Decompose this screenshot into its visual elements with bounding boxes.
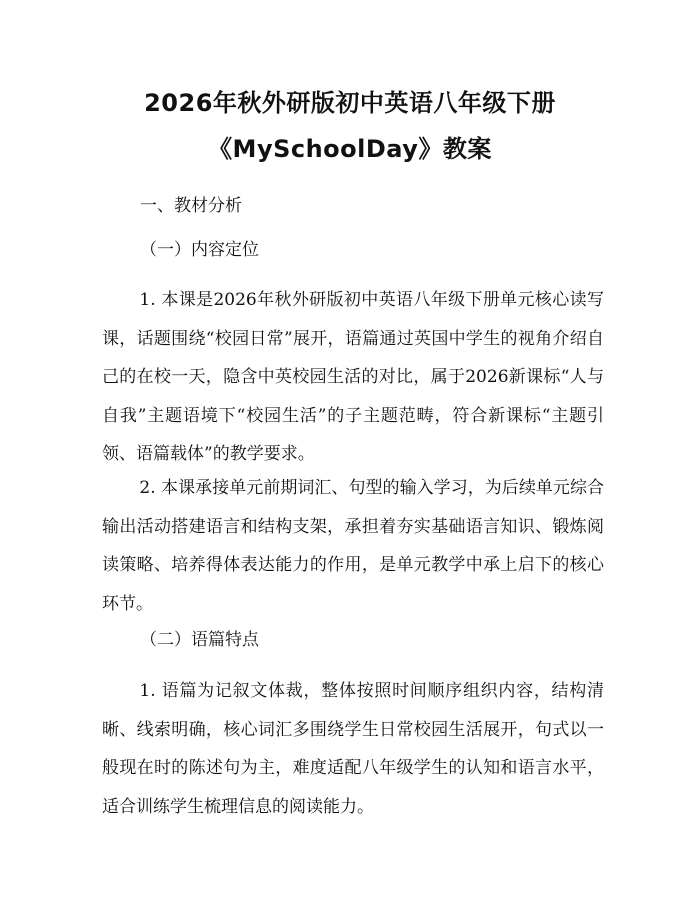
document-title-line-1: 2026年秋外研版初中英语八年级下册 [144,89,556,117]
subsection-heading-text-features: （二）语篇特点 [140,630,259,650]
paragraph-content-positioning-1: 1. 本课是2026年秋外研版初中英语八年级下册单元核心读写课，话题围绕“校园日常”展开，语篇通过英国中学生的视角介绍自己的在校一天，隐含中英校园生活的对比，属于2026新课标“人与自我”主题语境下“校园生活”的子主题范畴，符合新课标“主题引领、语篇载体”的教学要求。 [102,290,604,464]
subsection-heading-content-positioning: （一）内容定位 [140,240,259,260]
document-title-line-2: 《MySchoolDay》教案 [208,135,492,163]
paragraph-text-features-1: 1. 语篇为记叙文体裁，整体按照时间顺序组织内容，结构清晰、线索明确，核心词汇多围绕学生日常校园生活展开，句式以一般现在时的陈述句为主，难度适配八年级学生的认知和语言水平，适合训练学生梳理信息的阅读能力。 [102,681,604,817]
section-heading-textbook-analysis: 一、教材分析 [140,196,242,216]
paragraph-content-positioning-2: 2. 本课承接单元前期词汇、句型的输入学习，为后续单元综合输出活动搭建语言和结构支架，承担着夯实基础语言知识、锻炼阅读策略、培养得体表达能力的作用，是单元教学中承上启下的核心环节。 [102,478,604,614]
